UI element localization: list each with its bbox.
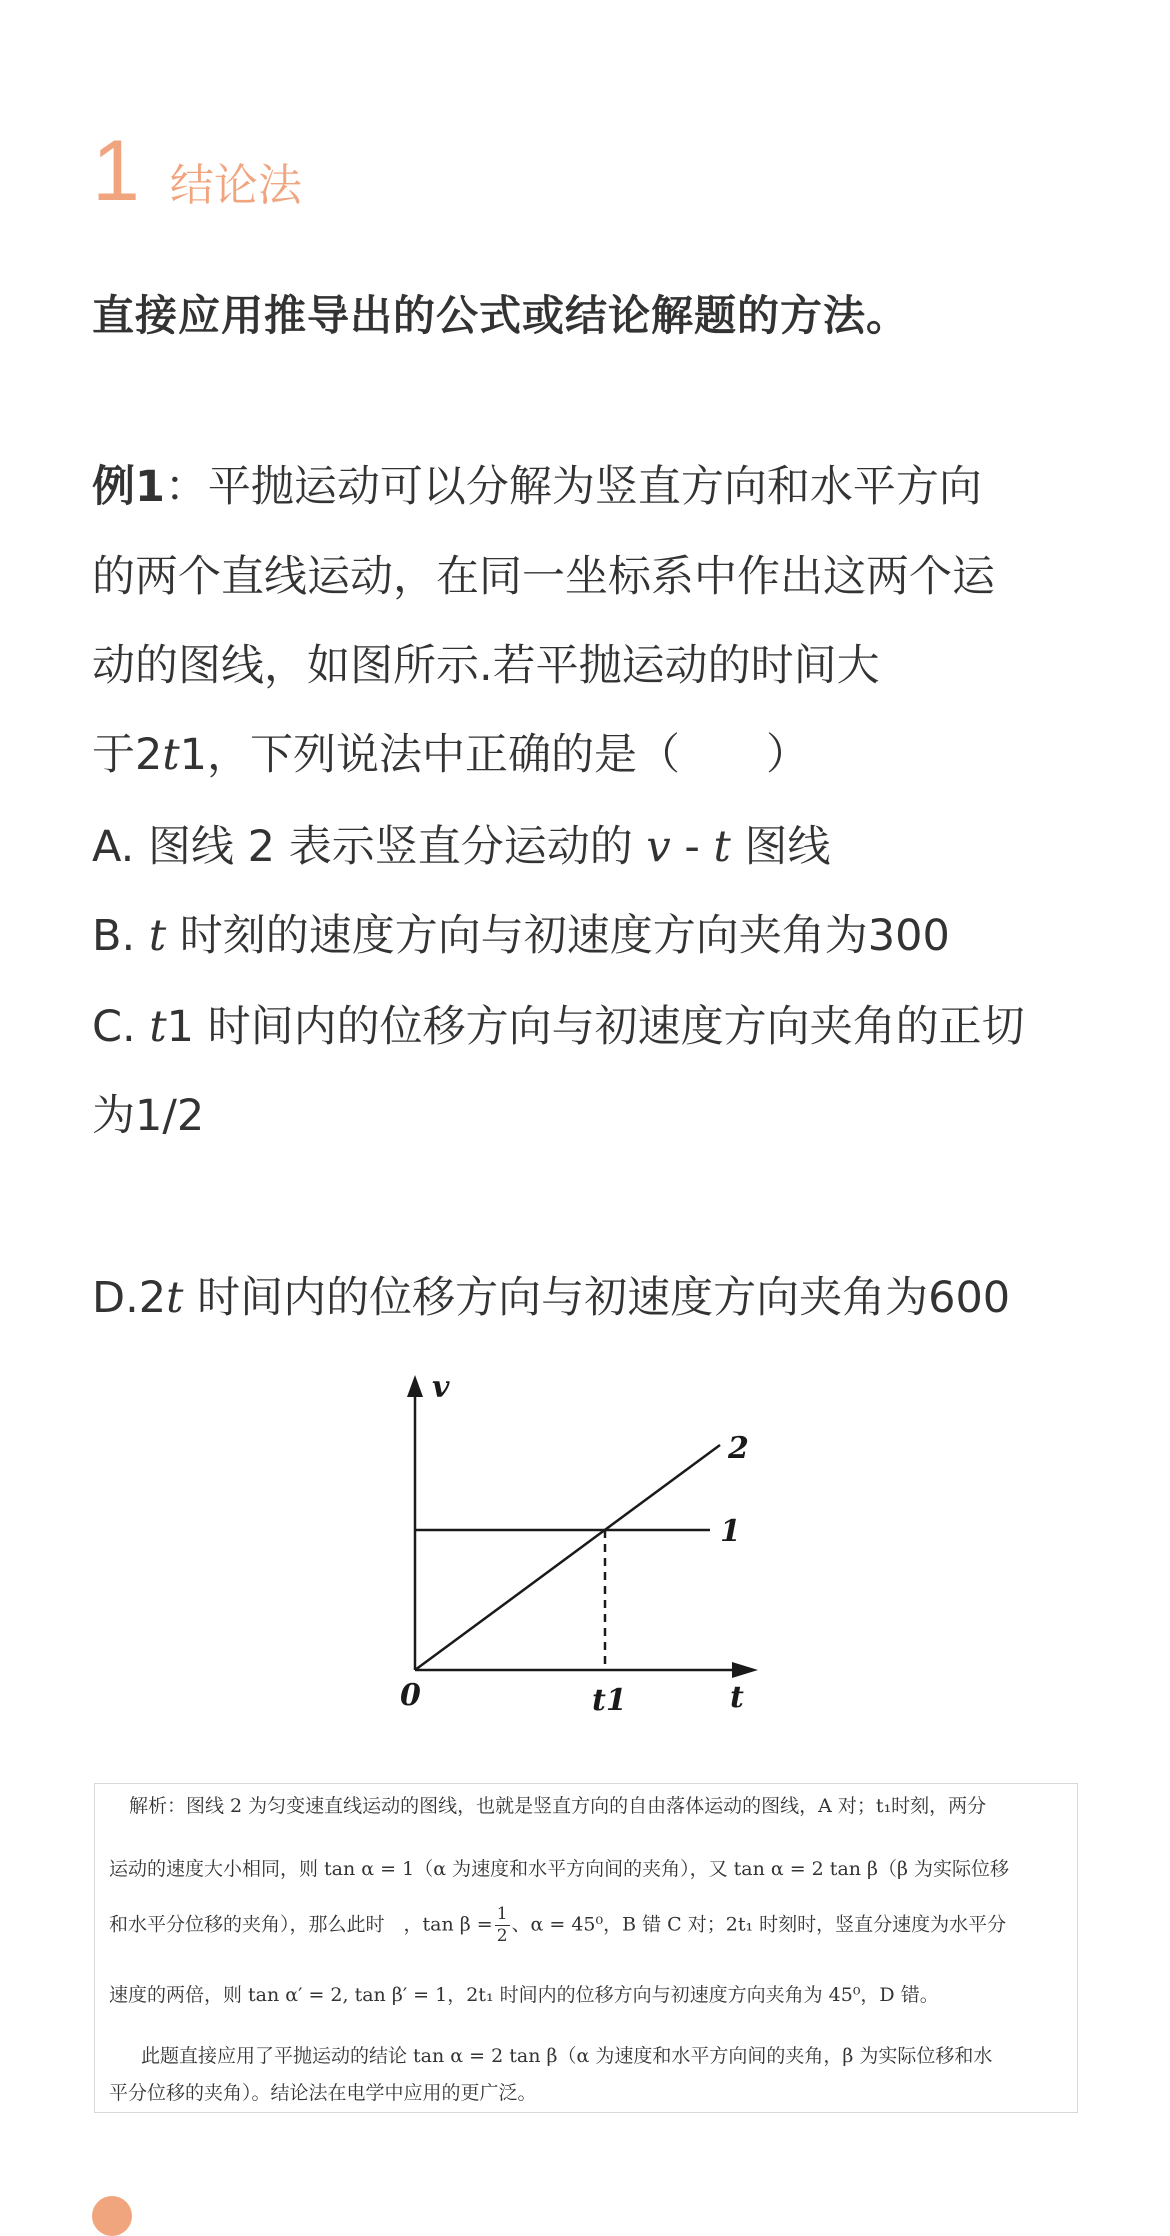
analysis-line-6: 平分位移的夹角）。结论法在电学中应用的更广泛。 [109,2082,537,2104]
x-axis-arrow [732,1662,758,1678]
analysis-box [94,1783,1078,2113]
option-b [92,911,950,961]
t1-tick-label: t1 [592,1683,627,1715]
line-1-label: 1 [720,1514,741,1549]
question-text: 于2 [92,730,163,780]
option-text: 1 时间内的位移方向与初速度方向夹角的正切 [166,1002,1025,1052]
question-line-3: 动的图线，如图所示.若平抛运动的时间大 [92,641,880,691]
analysis-text: 、α = 45⁰，B 错 C 对；2t₁ 时刻时，竖直分速度为水平分 [511,1913,1007,1936]
question-text: 1，下列说法中正确的是（ ） [179,730,809,780]
option-text: 图线 [730,822,831,872]
analysis-line-1: 解析：图线 2 为匀变速直线运动的图线，也就是竖直方向的自由落体运动的图线，A 对；t₁时刻，两分 [129,1795,987,1817]
variable-t: t [166,1273,184,1323]
example-label: 例1 [92,462,165,512]
variable-v: v [646,822,671,872]
analysis-text: 和水平分位移的夹角），那么此时 ，tan β = [109,1913,493,1936]
option-text: D.2 [92,1273,167,1323]
analysis-line-4: 速度的两倍，则 tan α′ = 2, tan β′ = 1，2t₁ 时间内的位移方向与初速度方向夹角为 45⁰，D 错。 [109,1984,939,2006]
next-section-marker [92,2196,132,2236]
question-line-2: 的两个直线运动，在同一坐标系中作出这两个运 [92,552,995,602]
question-line-1 [92,462,982,512]
option-text: C. [92,1002,150,1052]
variable-t: t [162,730,180,780]
variable-t: t [148,911,167,961]
option-c-line-2: 为1/2 [92,1091,205,1141]
variable-t: t [149,1002,167,1052]
section-description: 直接应用推导出的公式或结论解题的方法。 [92,291,910,340]
fraction-one-half [495,1906,510,1945]
fraction-numerator: 1 [496,1904,508,1924]
fraction-denominator: 2 [496,1926,508,1946]
analysis-line-2: 运动的速度大小相同，则 tan α = 1（α 为速度和水平方向间的夹角），又 tan α = 2 tan β（β 为实际位移 [109,1858,1010,1880]
option-text: A. 图线 2 表示竖直分运动的 [92,822,647,872]
origin-label: 0 [400,1678,421,1713]
y-axis-arrow [407,1375,423,1397]
variable-t: t [713,822,731,872]
x-axis-label: t [730,1680,744,1715]
section-number: 1 [92,123,140,219]
option-text: 时刻的速度方向与初速度方向夹角为300 [166,911,950,961]
line-2-label: 2 [728,1431,749,1466]
option-text: 时间内的位移方向与初速度方向夹角为600 [183,1273,1011,1323]
section-heading [92,123,302,219]
option-a [92,822,831,872]
question-text: ：平抛运动可以分解为竖直方向和水平方向 [164,462,982,512]
analysis-line-3 [109,1906,1006,1945]
question-line-4 [92,730,809,780]
section-title: 结论法 [169,160,302,211]
analysis-line-5: 此题直接应用了平抛运动的结论 tan α = 2 tan β（α 为速度和水平方向间的夹角，β 为实际位移和水 [141,2045,993,2067]
option-text: - [670,822,714,872]
option-d [92,1273,1011,1323]
option-text: B. [92,911,149,961]
y-axis-label: v [432,1370,450,1405]
option-c [92,1002,1025,1052]
vt-graph [380,1365,780,1715]
graph-line-2 [415,1445,720,1670]
